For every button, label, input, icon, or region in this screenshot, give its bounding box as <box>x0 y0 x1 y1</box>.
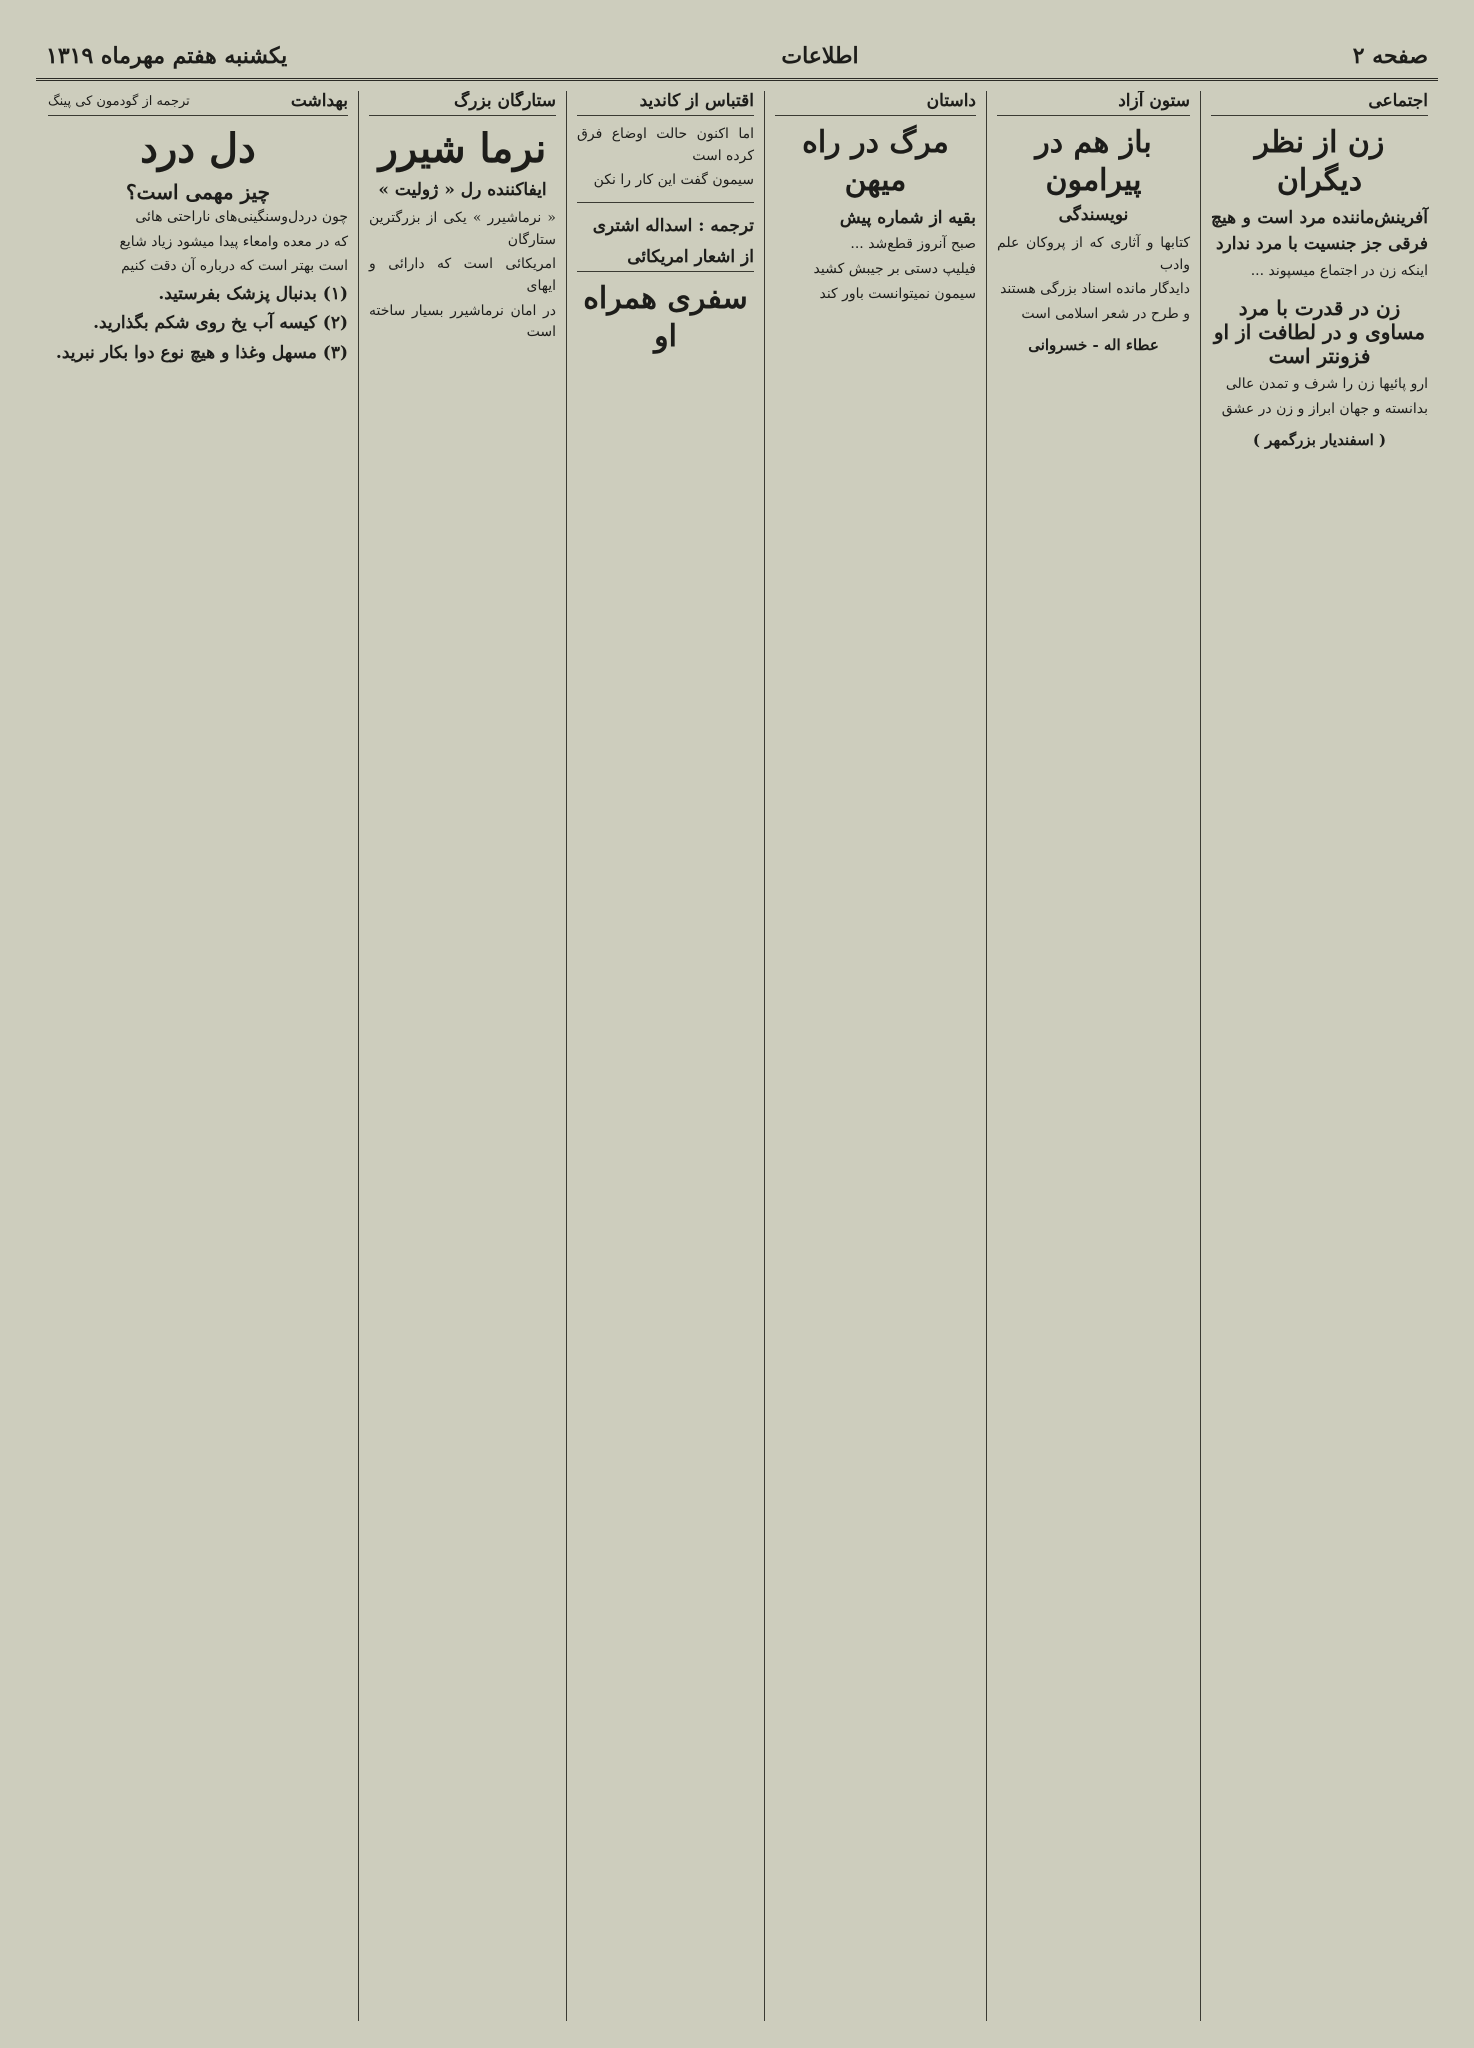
body-line: دایدگار مانده اسناد بزرگی هستند <box>1000 281 1190 298</box>
subhead: چیز مهمی است؟ <box>125 180 271 204</box>
column-stars <box>358 91 566 2021</box>
section-tag: از اشعار امریکائی <box>627 247 754 268</box>
subhead: بقیه از شماره پیش <box>839 208 976 228</box>
body-line: و طرح در شعر اسلامی است <box>1021 306 1190 323</box>
body-line: کتابها و آثاری که از پروکان علم وادب <box>997 235 1190 273</box>
body-line: اما اکنون حالت اوضاع فرق کرده است <box>577 126 754 164</box>
body-line: « نرماشیرر » یکی از بزرگترین ستارگان <box>369 210 556 248</box>
headline: باز هم در پیرامون <box>1035 125 1152 198</box>
subhead: زن در قدرت با مرد مساوی و در لطافت از او فزونتر است <box>1213 296 1426 369</box>
paper-name: اطلاعات <box>781 43 859 69</box>
column-health <box>38 91 358 2021</box>
headline: مرگ در راه میهن <box>802 125 949 198</box>
section-tag: اجتماعی <box>1368 91 1428 111</box>
headline: زن از نظر دیگران <box>1254 125 1385 198</box>
headline: سفری همراه او <box>583 281 748 354</box>
page-number: صفحه ۲ <box>1352 43 1428 69</box>
body-line: بدانسته و جهان ابراز و زن در عشق <box>1221 401 1428 418</box>
body-line: است بهتر است که درباره آن دقت کنیم <box>121 258 348 275</box>
issue-date: یکشنبه هفتم مهرماه ۱۳۱۹ <box>46 43 288 69</box>
body-line: در امان نرماشیرر بسیار ساخته است <box>369 302 556 341</box>
subhead: نویسندگی <box>1058 205 1129 225</box>
section-tag: ستارگان بزرگ <box>454 91 556 111</box>
column-free <box>986 91 1200 2021</box>
masthead <box>36 34 1438 81</box>
advice-item: (۲) کیسه آب یخ روی شکم بگذارید. <box>93 313 348 334</box>
author-signature: ( اسفندیار بزرگمهر ) <box>1252 430 1387 449</box>
advice-item: (۱) بدنبال پزشک بفرستید. <box>158 284 348 305</box>
body-line: امریکائی است که دارائی و ایهای <box>369 256 556 295</box>
column-story-continued <box>566 91 764 2021</box>
lead: آفرینش‌ماننده مرد است و هیچ فرقی جز جنسیت با مرد ندارد <box>1211 208 1428 255</box>
body-line: سیمون گفت این کار را نکن <box>593 172 754 189</box>
columns <box>36 91 1438 2021</box>
section-tag: اقتباس از کاندید <box>639 91 754 111</box>
translator-credit: ترجمه از گودمون کی پینگ <box>48 93 190 109</box>
advice-item: (۳) مسهل وغذا و هیچ نوع دوا بکار نبرید. <box>55 342 348 363</box>
body-line: اینکه زن در اجتماع میسپوند ... <box>1250 262 1428 279</box>
body-line: چون دردل‌وسنگینی‌های ناراحتی هائی <box>135 209 348 225</box>
body-line: ارو پائیها زن را شرف و تمدن عالی <box>1225 376 1428 393</box>
translator-credit: ترجمه : اسداله اشتری <box>592 216 754 237</box>
body-line: فیلیپ دستی بر جیبش کشید <box>813 261 976 278</box>
body-line: سیمون نمیتوانست باور کند <box>819 285 976 302</box>
subhead: ایفاکننده رل « ژولیت » <box>378 180 547 200</box>
body-line: صبح آنروز قطع‌شد ... <box>850 236 976 253</box>
author-signature: عطاء اله - خسروانی <box>1028 335 1159 354</box>
headline: دل درد <box>140 125 256 172</box>
body-line: که در معده وامعاء پیدا میشود زیاد شایع <box>119 233 348 250</box>
section-tag: ستون آزاد <box>1118 91 1190 111</box>
section-tag: داستان <box>926 91 976 111</box>
headline: نرما شیرر <box>378 125 547 172</box>
column-story <box>764 91 986 2021</box>
section-tag: بهداشت <box>290 91 348 111</box>
column-social <box>1200 91 1438 2021</box>
